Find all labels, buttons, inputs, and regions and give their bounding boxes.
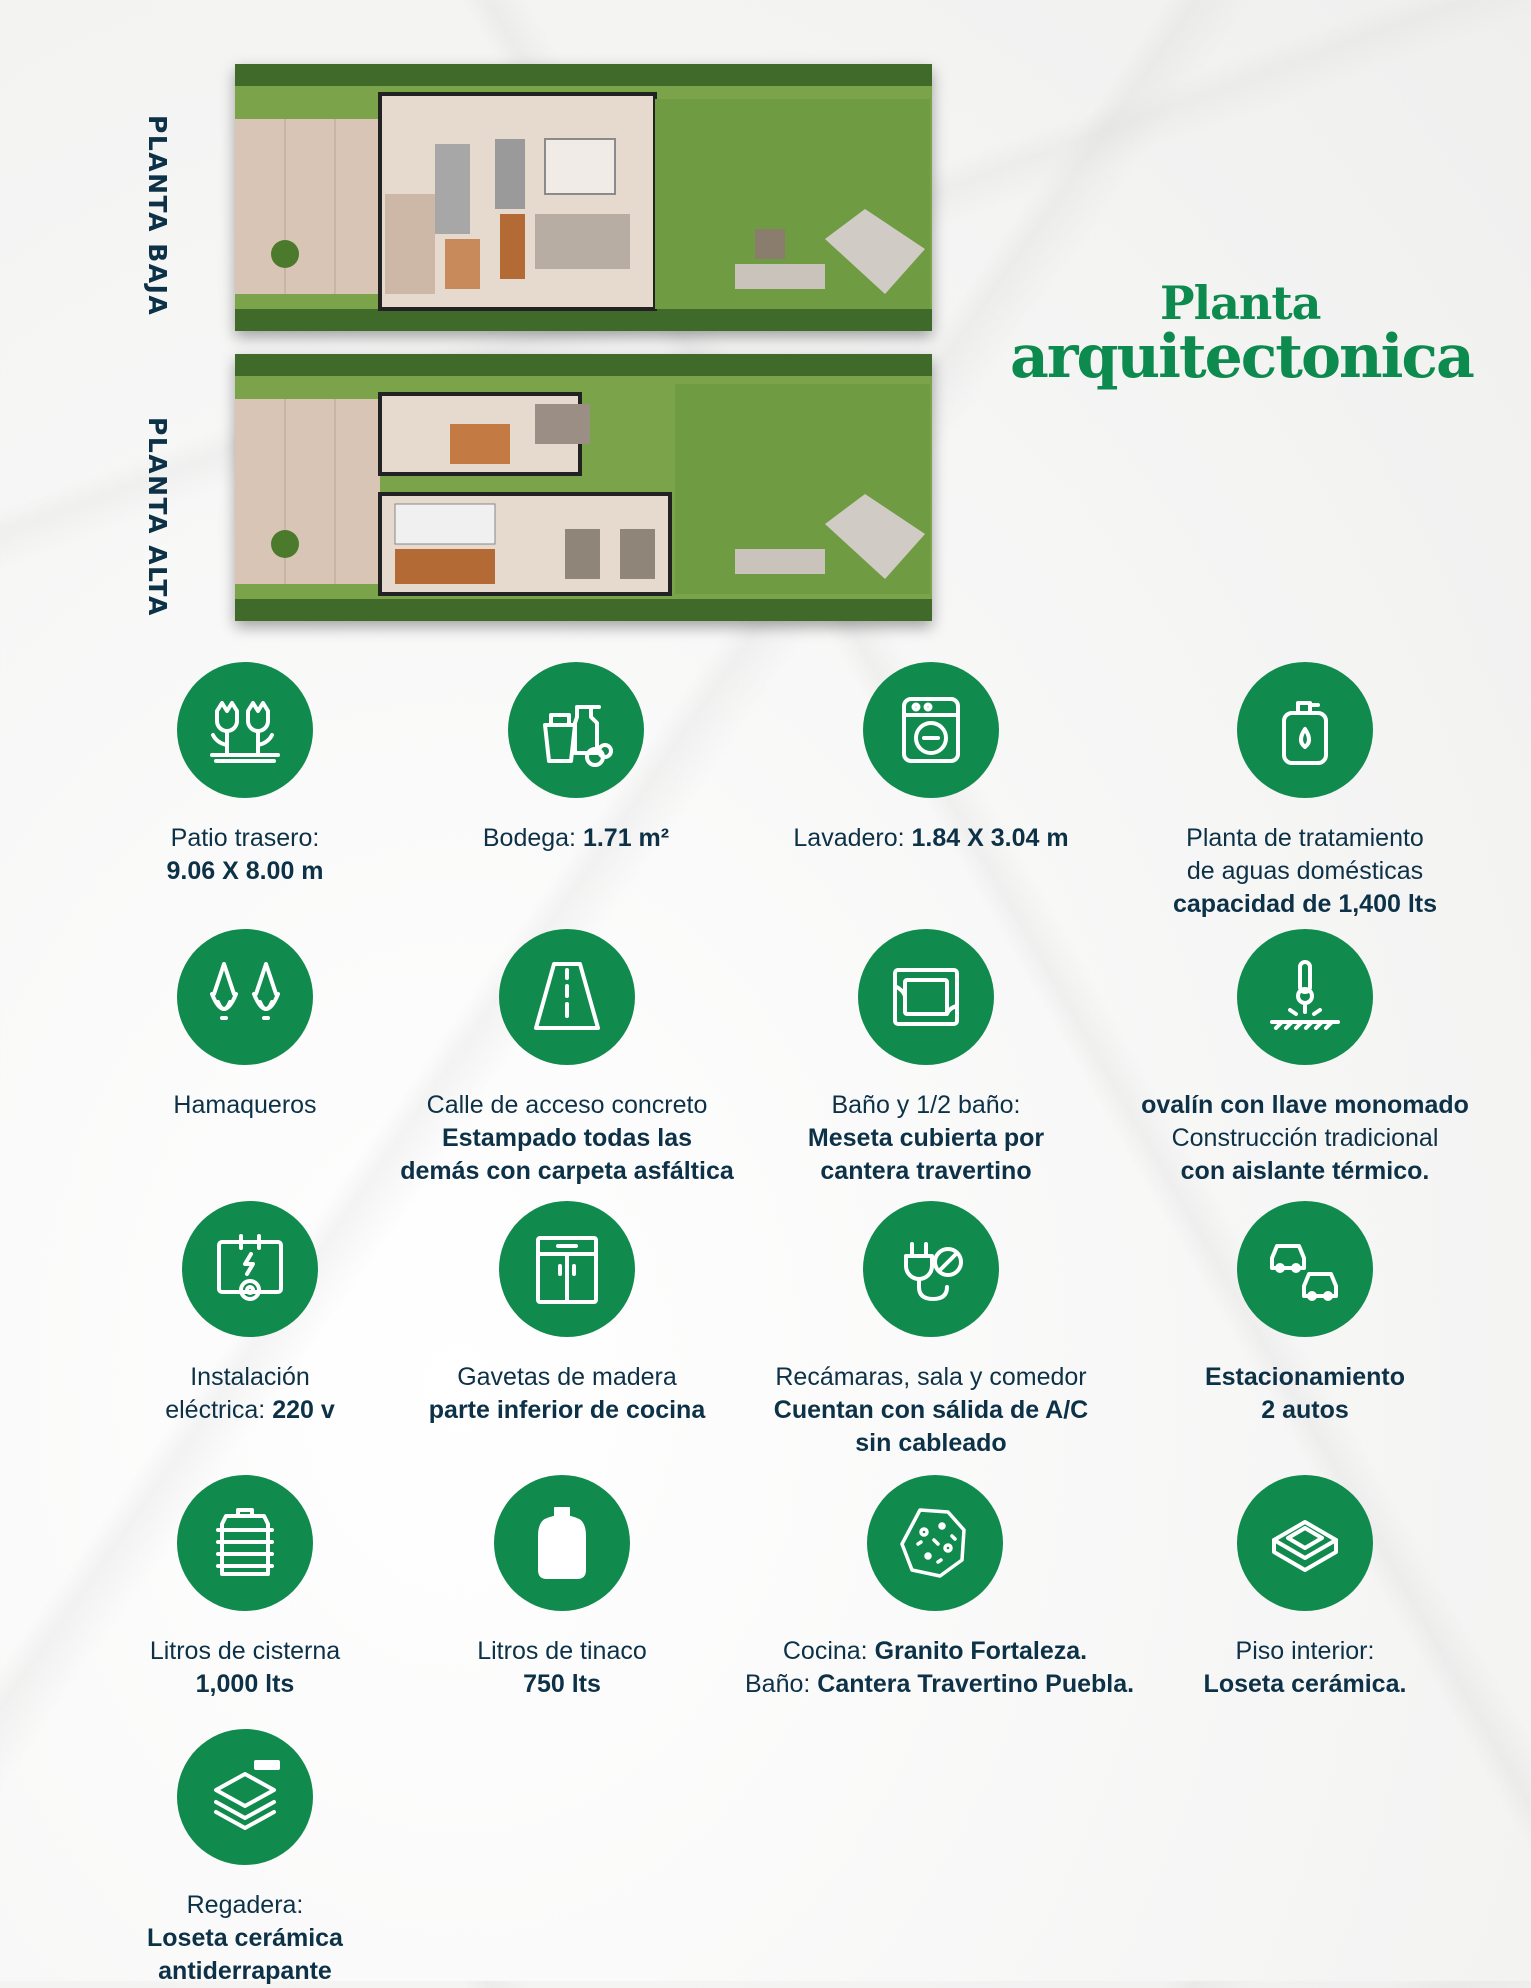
feature-value: Cantera Travertino Puebla. <box>817 1670 1135 1698</box>
granite-icon <box>867 1475 1003 1611</box>
feature-line <box>1115 888 1495 921</box>
feature-value: 750 lts <box>523 1670 601 1698</box>
feature-label: Lavadero: <box>793 824 912 852</box>
feature-line <box>386 822 766 855</box>
cleaning-supplies-icon <box>508 662 644 798</box>
feature-text <box>745 1635 1135 1701</box>
feature-shower <box>55 1729 435 1988</box>
feature-bathrooms <box>736 929 1116 1188</box>
feature-text <box>386 822 766 855</box>
feature-label: Cocina: <box>782 1637 875 1665</box>
feature-label: Litros de tinaco <box>477 1637 647 1665</box>
feature-label: Construcción tradicional <box>1171 1124 1439 1152</box>
feature-label: Litros de cisterna <box>149 1637 341 1665</box>
upper-floor-plan-image <box>235 354 932 621</box>
feature-laundry <box>741 662 1121 855</box>
feature-storage <box>386 662 766 855</box>
feature-text <box>736 1089 1116 1188</box>
hammock-icon <box>177 929 313 1065</box>
feature-line <box>55 1889 435 1922</box>
feature-label: Gavetas de madera <box>457 1363 677 1391</box>
title-line-1: Planta <box>1160 276 1321 330</box>
feature-line <box>372 1635 752 1668</box>
feature-countertops <box>745 1475 1135 1701</box>
feature-value: antiderrapante <box>158 1957 332 1985</box>
feature-line <box>1115 1635 1495 1668</box>
feature-line <box>736 1122 1116 1155</box>
feature-label: eléctrica: <box>165 1396 273 1424</box>
feature-line <box>1115 1361 1495 1394</box>
vanity-countertop-icon <box>858 929 994 1065</box>
feature-line <box>1115 1394 1495 1427</box>
thermal-insulation-icon <box>1237 929 1373 1065</box>
feature-label: Planta de tratamiento <box>1186 824 1424 852</box>
feature-line <box>377 1089 757 1122</box>
feature-water-treatment <box>1115 662 1495 921</box>
feature-backyard <box>55 662 435 888</box>
feature-label: Instalación <box>190 1363 310 1391</box>
feature-label: Bodega: <box>482 824 583 852</box>
feature-label: Baño y 1/2 baño: <box>831 1091 1021 1119</box>
feature-line <box>741 1394 1121 1427</box>
electrical-panel-icon <box>182 1201 318 1337</box>
feature-line <box>1115 1155 1495 1188</box>
tulips-icon <box>177 662 313 798</box>
upper-floor-label: PLANTA ALTA <box>143 417 172 617</box>
feature-text <box>55 1889 435 1988</box>
feature-text <box>741 822 1121 855</box>
feature-parking <box>1115 1201 1495 1427</box>
feature-value: Estacionamiento <box>1204 1363 1406 1391</box>
cistern-icon <box>177 1475 313 1611</box>
feature-access-road <box>377 929 757 1188</box>
feature-line <box>1115 1668 1495 1701</box>
feature-water-tank <box>372 1475 752 1701</box>
feature-line <box>377 1394 757 1427</box>
ground-floor-plan-image <box>235 64 932 331</box>
feature-value: Estampado todas las <box>441 1124 693 1152</box>
feature-line <box>1115 822 1495 855</box>
feature-line <box>745 1635 1125 1668</box>
feature-ac-outlets <box>741 1201 1121 1460</box>
feature-label: Piso interior: <box>1235 1637 1375 1665</box>
feature-value: Meseta cubierta por <box>807 1124 1045 1152</box>
feature-line <box>372 1668 752 1701</box>
feature-line <box>55 822 435 855</box>
feature-line <box>55 855 435 888</box>
feature-text <box>1115 1089 1495 1188</box>
ground-floor-label: PLANTA BAJA <box>143 115 172 317</box>
feature-line <box>55 1955 435 1988</box>
feature-line <box>736 1155 1116 1188</box>
feature-line <box>1115 1122 1495 1155</box>
tile-layers-icon <box>1237 1475 1373 1611</box>
feature-value: Loseta cerámica <box>147 1924 343 1952</box>
road-icon <box>499 929 635 1065</box>
washing-machine-icon <box>863 662 999 798</box>
feature-text <box>1115 1361 1495 1427</box>
feature-label: Regadera: <box>186 1891 304 1919</box>
feature-line <box>741 1361 1121 1394</box>
title-line-2: arquitectonica <box>1010 322 1473 392</box>
feature-label: Recámaras, sala y comedor <box>775 1363 1087 1391</box>
feature-label: Hamaqueros <box>173 1091 317 1119</box>
feature-value: 1.84 X 3.04 m <box>911 824 1069 852</box>
water-treatment-icon <box>1237 662 1373 798</box>
feature-value: parte inferior de cocina <box>428 1396 706 1424</box>
feature-value: 1,000 lts <box>195 1670 295 1698</box>
feature-value: cantera travertino <box>820 1157 1032 1185</box>
feature-line <box>377 1361 757 1394</box>
feature-value: 2 autos <box>1261 1396 1349 1424</box>
feature-line <box>745 1668 1135 1701</box>
feature-value: Loseta cerámica. <box>1203 1670 1407 1698</box>
feature-line <box>736 1089 1116 1122</box>
feature-value: Cuentan con sálida de A/C <box>773 1396 1089 1424</box>
feature-label: de aguas domésticas <box>1186 857 1424 885</box>
feature-text <box>1115 1635 1495 1701</box>
feature-text <box>741 1361 1121 1460</box>
feature-line <box>741 822 1121 855</box>
page-title <box>1010 276 1473 392</box>
feature-value: sin cableado <box>855 1429 1007 1457</box>
feature-text <box>1115 822 1495 921</box>
feature-text <box>377 1089 757 1188</box>
feature-line <box>377 1122 757 1155</box>
feature-value: 220 v <box>272 1396 335 1424</box>
feature-value: demás con carpeta asfáltica <box>400 1157 734 1185</box>
feature-line <box>1115 1089 1495 1122</box>
feature-text <box>55 822 435 888</box>
feature-text <box>377 1361 757 1427</box>
feature-cabinets <box>377 1201 757 1427</box>
feature-value: Granito Fortaleza. <box>874 1637 1088 1665</box>
feature-text <box>372 1635 752 1701</box>
unplugged-icon <box>863 1201 999 1337</box>
cabinet-icon <box>499 1201 635 1337</box>
feature-value: capacidad de 1,400 lts <box>1172 890 1438 918</box>
feature-line <box>1115 855 1495 888</box>
feature-label: Patio trasero: <box>170 824 320 852</box>
feature-line <box>741 1427 1121 1460</box>
feature-interior-floor <box>1115 1475 1495 1701</box>
cars-icon <box>1237 1201 1373 1337</box>
feature-value: con aislante térmico. <box>1180 1157 1430 1185</box>
feature-line <box>55 1922 435 1955</box>
feature-label: Baño: <box>745 1670 818 1698</box>
water-tank-icon <box>494 1475 630 1611</box>
feature-label: Calle de acceso concreto <box>426 1091 708 1119</box>
feature-line <box>377 1155 757 1188</box>
feature-value: 1.71 m² <box>582 824 670 852</box>
feature-value: ovalín con llave monomado <box>1141 1091 1469 1119</box>
feature-value: 9.06 X 8.00 m <box>166 857 324 885</box>
feature-construction <box>1115 929 1495 1188</box>
tile-stack-icon <box>177 1729 313 1865</box>
